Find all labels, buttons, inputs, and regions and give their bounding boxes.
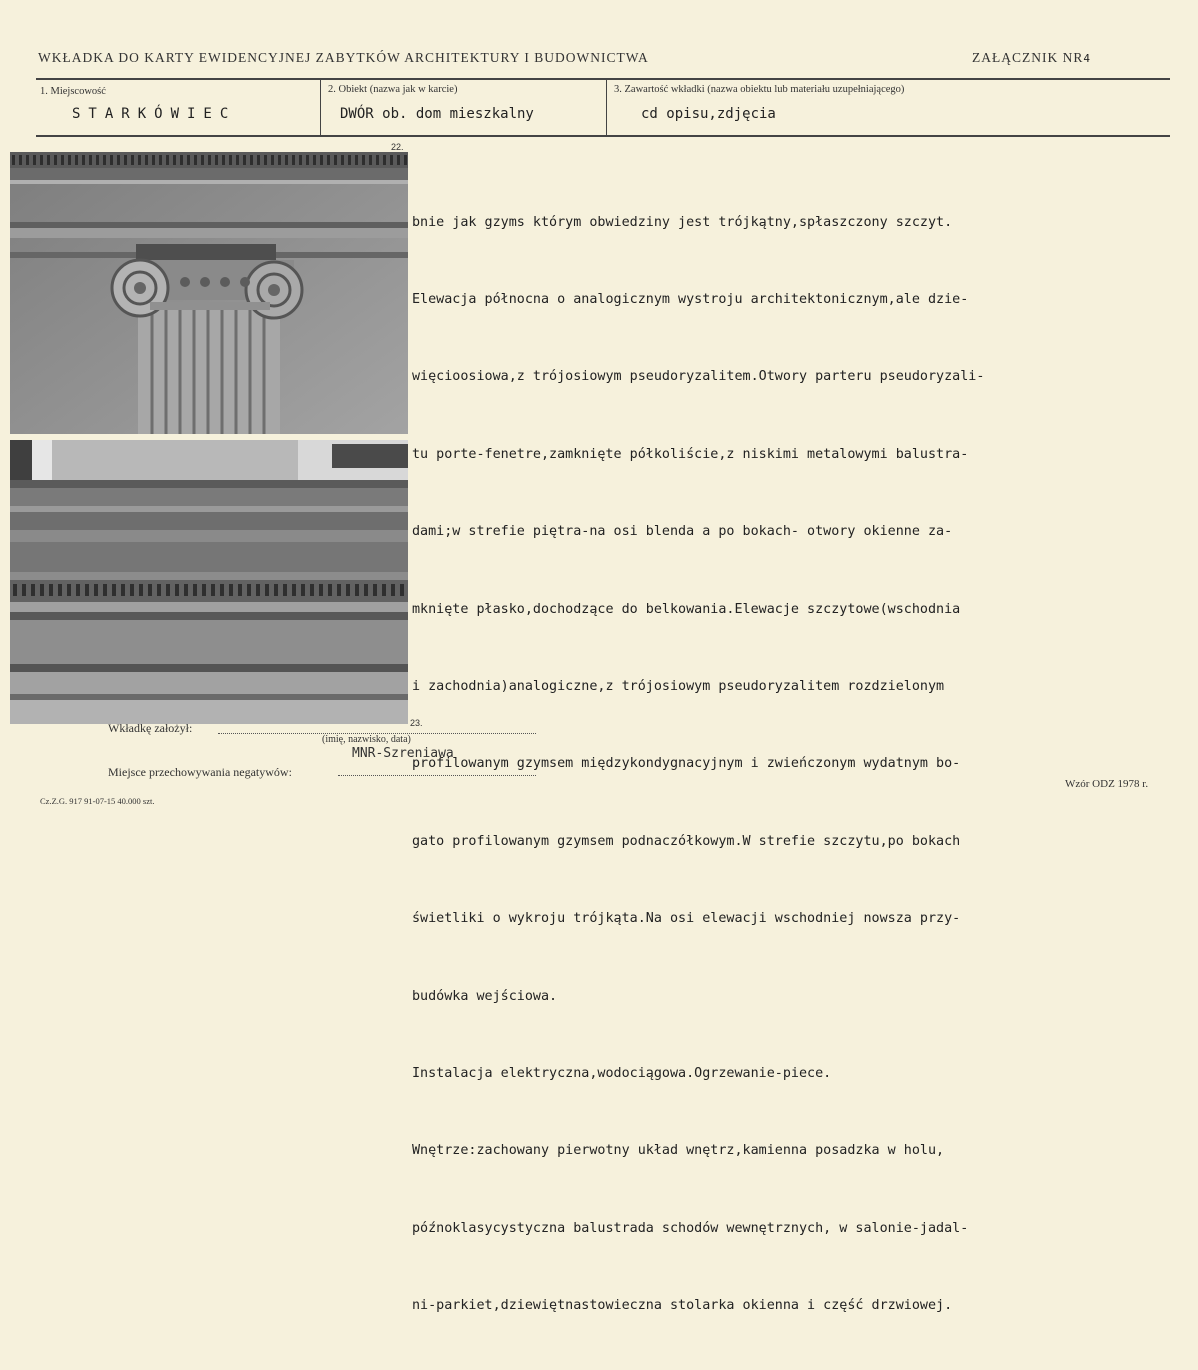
photo-ionic-capital: [10, 152, 408, 434]
created-by-label: Wkładkę założył:: [108, 721, 193, 735]
content-value: cd opisu,zdjęcia: [641, 106, 776, 122]
description-line: tu porte-fenetre,zamknięte półkoliście,z niskimi metalowymi balustra-: [412, 446, 969, 462]
photo-cornice-image: [10, 440, 408, 724]
description-line: Elewacja północna o analogicznym wystroju architektonicznym,ale dzie-: [412, 291, 969, 307]
description-line: więcioosiowa,z trójosiowym pseudoryzalitem.Otwory parteru pseudoryzali-: [412, 369, 985, 385]
description-line: późnoklasycystyczna balustrada schodów wewnętrznych, w salonie-jadal-: [412, 1220, 969, 1236]
locality-label: 1. Miejscowość: [40, 86, 106, 97]
object-value: DWÓR ob. dom mieszkalny: [340, 106, 534, 122]
attachment-number: 4: [1083, 52, 1091, 65]
description-line: bnie jak gzyms którym obwiedziny jest trójkątny,spłaszczony szczyt.: [412, 214, 953, 230]
description-line: gato profilowanym gzymsem podnaczółkowym.W strefie szczytu,po bokach: [412, 833, 961, 849]
description-line: dami;w strefie piętra-na osi blenda a po bokach- otwory okienne za-: [412, 524, 953, 540]
form-model: Wzór ODZ 1978 r.: [1065, 778, 1149, 790]
attachment-label: [972, 50, 1091, 66]
description-line: świetliki o wykroju trójkąta.Na osi elewacji wschodniej nowsza przy-: [412, 911, 961, 927]
content-label: 3. Zawartość wkładki (nazwa obiektu lub materiału uzupełniającego): [614, 84, 905, 95]
negatives-location-line: [338, 775, 536, 776]
field-divider-2: [606, 80, 607, 135]
photo-ionic-capital-number: 22.: [391, 142, 404, 152]
description-text: [412, 158, 1172, 1370]
attachment-label-text: ZAŁĄCZNIK NR: [972, 50, 1084, 65]
description-line: mknięte płasko,dochodzące do belkowania.Elewacje szczytowe(wschodnia: [412, 601, 961, 617]
card-title: WKŁADKA DO KARTY EWIDENCYJNEJ ZABYTKÓW ARCHITEKTURY I BUDOWNICTWA: [38, 50, 649, 65]
photo-ionic-capital-image: [10, 152, 408, 434]
photo-cornice-number: 23.: [410, 718, 423, 728]
description-line: profilowanym gzymsem międzykondygnacyjnym i zwieńczonym wydatnym bo-: [412, 756, 961, 772]
description-line: Wnętrze:zachowany pierwotny układ wnętrz,kamienna posadzka w holu,: [412, 1143, 945, 1159]
object-label: 2. Obiekt (nazwa jak w karcie): [328, 84, 458, 95]
field-divider-1: [320, 80, 321, 135]
description-line: Instalacja elektryczna,wodociągowa.Ogrzewanie-piece.: [412, 1065, 832, 1081]
photo-cornice: [10, 440, 408, 724]
negatives-location-label: Miejsce przechowywania negatywów:: [108, 765, 292, 779]
header-rule-top: [36, 78, 1170, 80]
locality-value: STARKÓWIEC: [72, 106, 237, 122]
description-line: ni-parkiet,dziewiętnastowieczna stolarka okienna i część drzwiowej.: [412, 1298, 953, 1314]
print-info: Cz.Z.G. 917 91-07-15 40.000 szt.: [40, 796, 155, 806]
description-line: budówka wejściowa.: [412, 988, 558, 1004]
created-by-sub-label: (imię, nazwisko, data): [322, 734, 411, 745]
created-by-value: MNR-Szreniawa: [352, 746, 454, 761]
description-line: i zachodnia)analogiczne,z trójosiowym pseudoryzalitem rozdzielonym: [412, 678, 945, 694]
header-rule-bottom: [36, 135, 1170, 137]
